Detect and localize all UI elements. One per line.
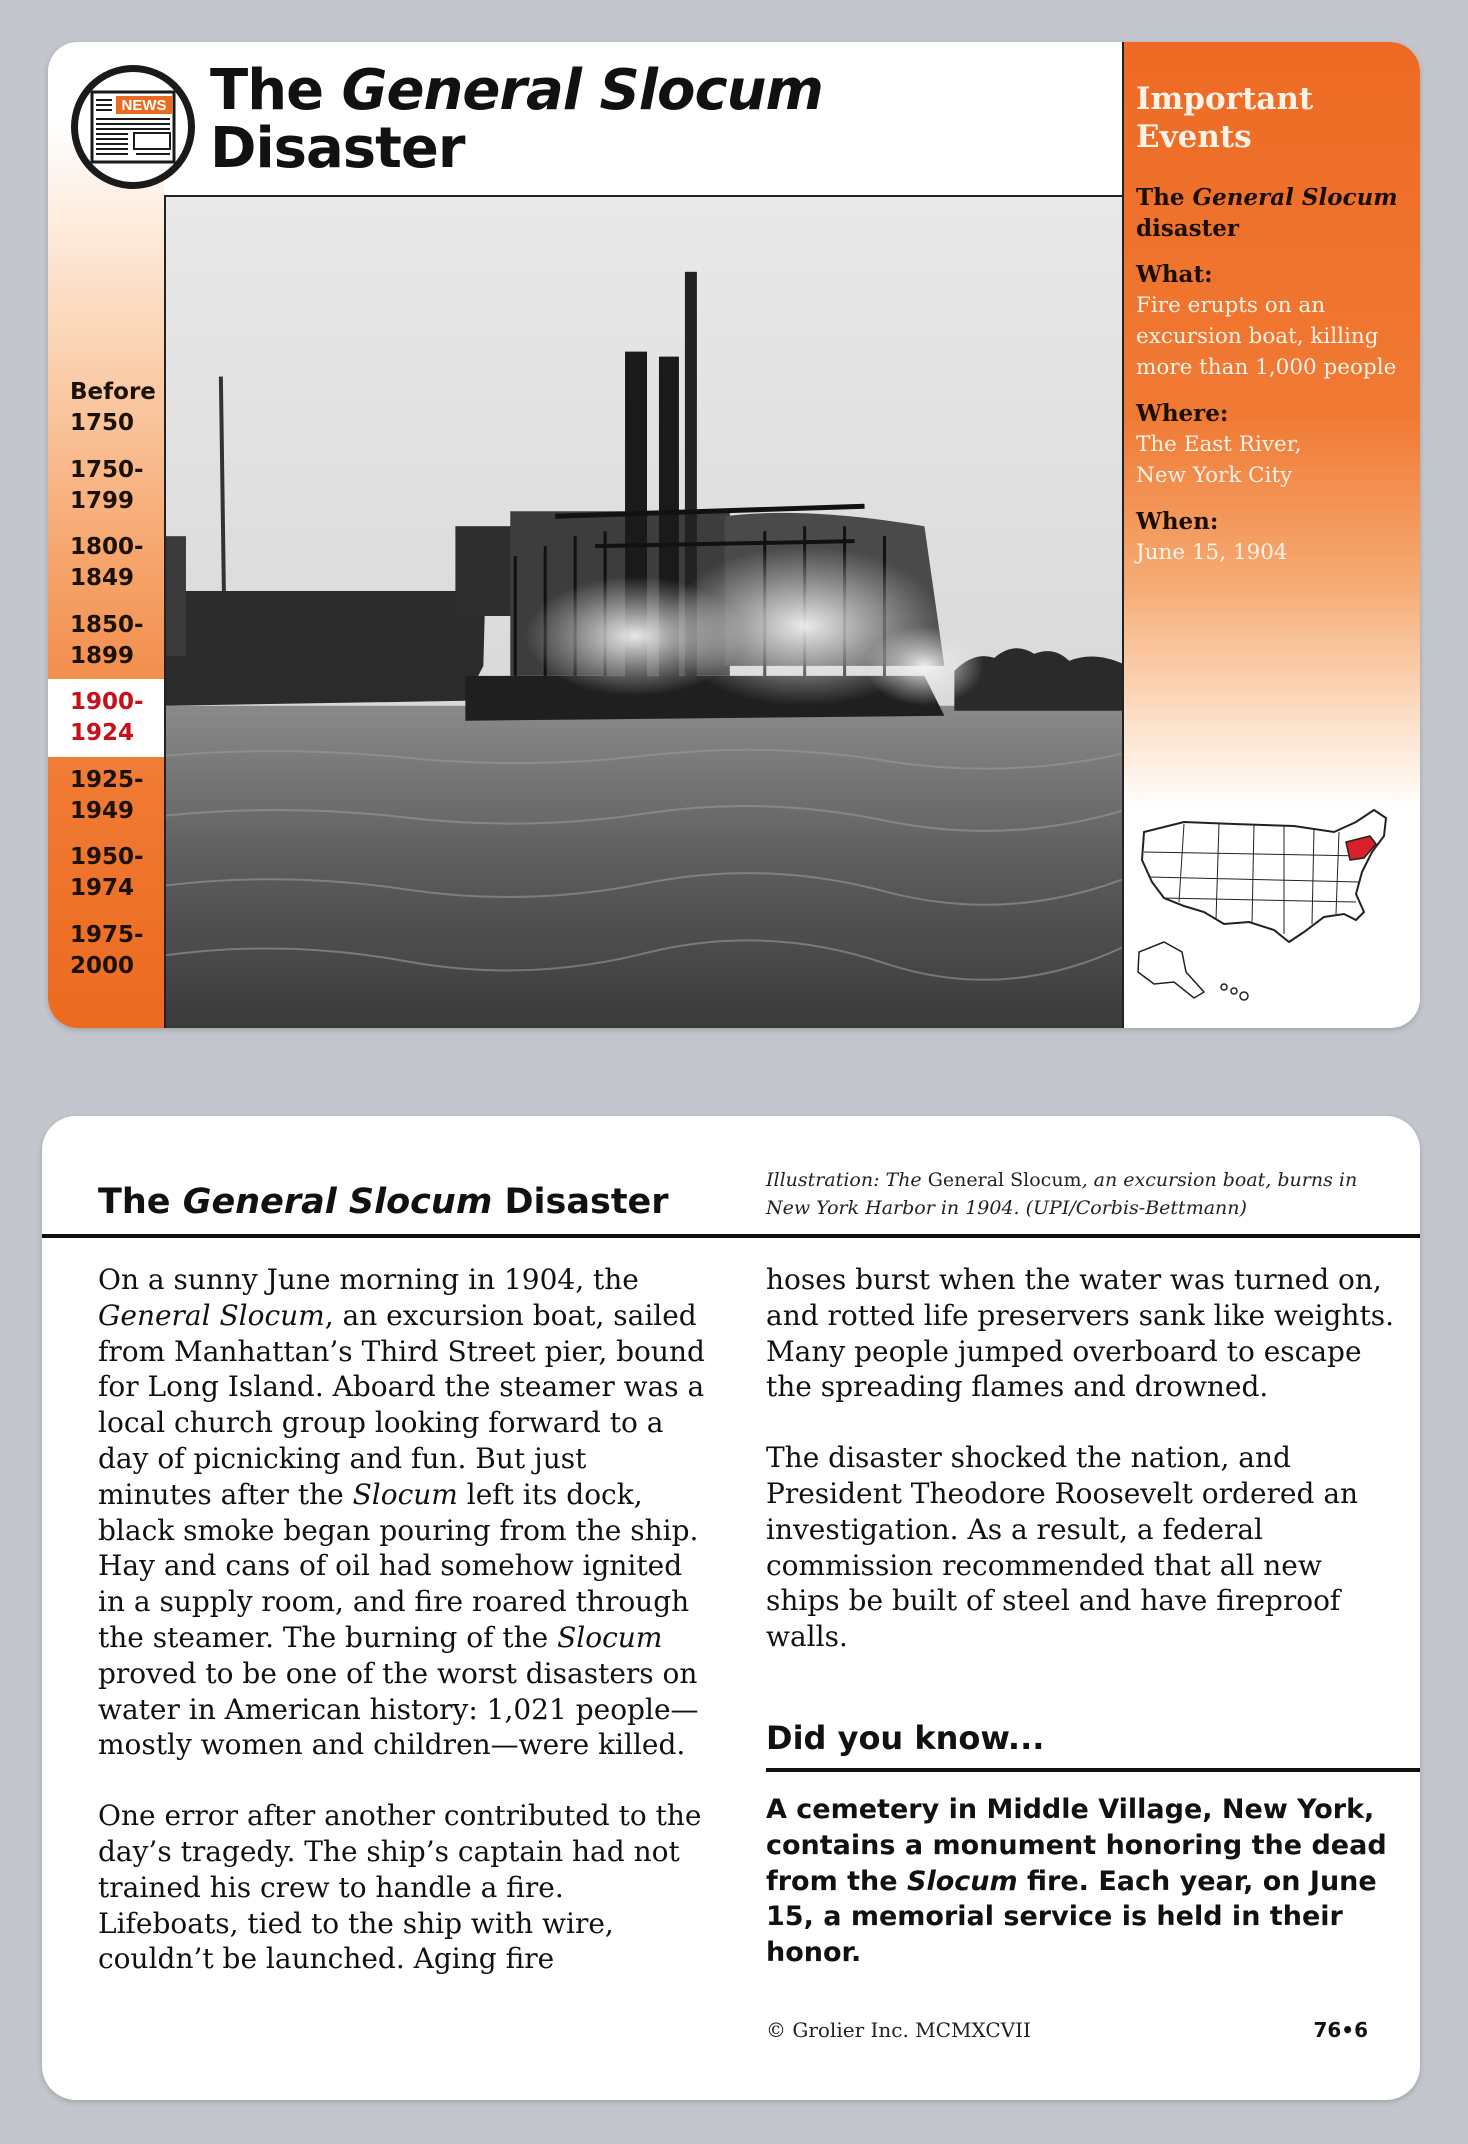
- where-value: The East River,: [1136, 432, 1302, 457]
- ship-photo: [164, 195, 1123, 1028]
- front-title: [210, 58, 1160, 181]
- side-heading: [1136, 80, 1406, 156]
- timeline-label: 1750: [70, 410, 135, 436]
- article-column-right: [766, 1262, 1396, 1655]
- timeline-label: 1750-: [70, 456, 144, 483]
- did-you-know-text: [766, 1792, 1396, 1971]
- title-italic-text: General Slocum: [341, 58, 823, 123]
- timeline-label: 1899: [70, 642, 135, 669]
- article-text: One error after another contributed to the day’s tragedy. The ship’s captain had not trained his crew to handle a fire. Lifeboats, tied to the ship with wire, couldn’t be launched. Aging fire: [98, 1799, 702, 1976]
- back-title: [98, 1180, 718, 1224]
- timeline-label: 1975-: [70, 921, 144, 948]
- article-paragraph: [98, 1262, 708, 1763]
- did-you-know-divider: [766, 1768, 1420, 1772]
- caption-text: Illustration: The: [766, 1169, 928, 1191]
- article-text: The disaster shocked the nation, and President Theodore Roosevelt ordered an investigation. As a result, a federal commission recommended that all new ships be built of steel and have fireproof walls.: [766, 1441, 1359, 1654]
- article-text: left its dock, black smoke began pouring from the ship. Hay and cans of oil had somehow ignited in a supply room, and fire roared through the steamer. The burning of the: [98, 1477, 699, 1654]
- dyk-text: fire. Each year, on June 15, a memorial service is held in their honor.: [766, 1865, 1377, 1969]
- event-name: [1136, 182, 1411, 244]
- where-label: Where:: [1136, 400, 1229, 427]
- event-name-italic: General Slocum: [1192, 184, 1398, 211]
- timeline-item-active[interactable]: [48, 679, 164, 757]
- event-details: [1136, 182, 1411, 568]
- side-heading-line2: Events: [1136, 119, 1252, 155]
- what-label: What:: [1136, 261, 1213, 288]
- photo-caption: [766, 1166, 1396, 1222]
- article-italic: Slocum: [557, 1620, 663, 1654]
- article-column-left: [98, 1262, 708, 1977]
- timeline-label: 1924: [70, 720, 135, 746]
- timeline-item[interactable]: [48, 369, 164, 447]
- caption-text: General Slocum: [927, 1169, 1082, 1191]
- timeline-label: 1974: [70, 875, 135, 901]
- front-card: [48, 42, 1420, 1028]
- timeline-item[interactable]: [48, 834, 164, 912]
- where-value: New York City: [1136, 463, 1293, 488]
- when-label: When:: [1136, 508, 1219, 535]
- back-title-italic: General Slocum: [182, 1182, 493, 1222]
- when-value: June 15, 1904: [1136, 540, 1288, 565]
- title-divider: [42, 1234, 1420, 1238]
- timeline-label: 1800-: [70, 534, 144, 560]
- article-paragraph: [98, 1798, 708, 1977]
- caption-text: , an excursion boat, burns in New York Harbor in 1904. (UPI/Corbis-Bettmann): [766, 1169, 1358, 1219]
- article-paragraph: [766, 1440, 1396, 1655]
- timeline-item[interactable]: [48, 912, 164, 990]
- timeline-label: 1925-: [70, 766, 144, 793]
- back-card: [42, 1116, 1420, 2100]
- timeline-item[interactable]: [48, 447, 164, 525]
- article-text: , an excursion boat, sailed from Manhattan’s Third Street pier, bound for Long Island. Aboard the steamer was a local church group looking forward to a day of picnicking and fun. But just minutes after the: [98, 1298, 705, 1511]
- important-events-panel: [1122, 42, 1420, 1028]
- dyk-italic: Slocum: [907, 1865, 1018, 1897]
- timeline-label: 2000: [70, 952, 135, 979]
- timeline-label: 1849: [70, 565, 135, 591]
- article-italic: Slocum: [352, 1477, 458, 1511]
- title-text: The: [210, 58, 342, 123]
- article-text: proved to be one of the worst disasters on water in American history: 1,021 people—mostly women and children—were killed.: [98, 1656, 699, 1762]
- us-map-icon: [1124, 802, 1420, 1022]
- card-number: 76•6: [1313, 2018, 1368, 2042]
- article-italic: General Slocum: [98, 1298, 325, 1332]
- timeline-label: Before: [70, 379, 156, 405]
- timeline-label: 1949: [70, 797, 135, 824]
- timeline-item[interactable]: [48, 524, 164, 602]
- back-title-text: The: [98, 1182, 183, 1222]
- timeline-label: 1950-: [70, 844, 144, 870]
- article-paragraph: [766, 1262, 1396, 1405]
- news-badge-text: NEWS: [121, 97, 167, 114]
- timeline-label: 1799: [70, 487, 135, 514]
- event-name-text: The: [1136, 184, 1193, 211]
- side-heading-line1: Important: [1136, 81, 1314, 117]
- timeline-item[interactable]: [48, 602, 164, 680]
- timeline-label: 1900-: [70, 689, 144, 715]
- event-name-text: disaster: [1136, 215, 1239, 242]
- back-title-text: Disaster: [492, 1182, 669, 1222]
- did-you-know-title: Did you know...: [766, 1719, 1045, 1757]
- copyright: © Grolier Inc. MCMXCVII: [766, 2018, 1031, 2042]
- title-line2: Disaster: [210, 116, 465, 181]
- news-icon: [68, 62, 198, 192]
- what-value: Fire erupts on an excursion boat, killing more than 1,000 people: [1136, 293, 1397, 380]
- article-text: On a sunny June morning in 1904, the: [98, 1263, 639, 1296]
- timeline-item[interactable]: [48, 757, 164, 835]
- article-text: hoses burst when the water was turned on, and rotted life preservers sank like weights. Many people jumped overboard to escape the spreading flames and drowned.: [766, 1263, 1394, 1404]
- dyk-text: A cemetery in Middle Village, New York, contains a monument honoring the dead from the: [766, 1794, 1387, 1897]
- timeline: [48, 369, 164, 989]
- timeline-label: 1850-: [70, 611, 144, 638]
